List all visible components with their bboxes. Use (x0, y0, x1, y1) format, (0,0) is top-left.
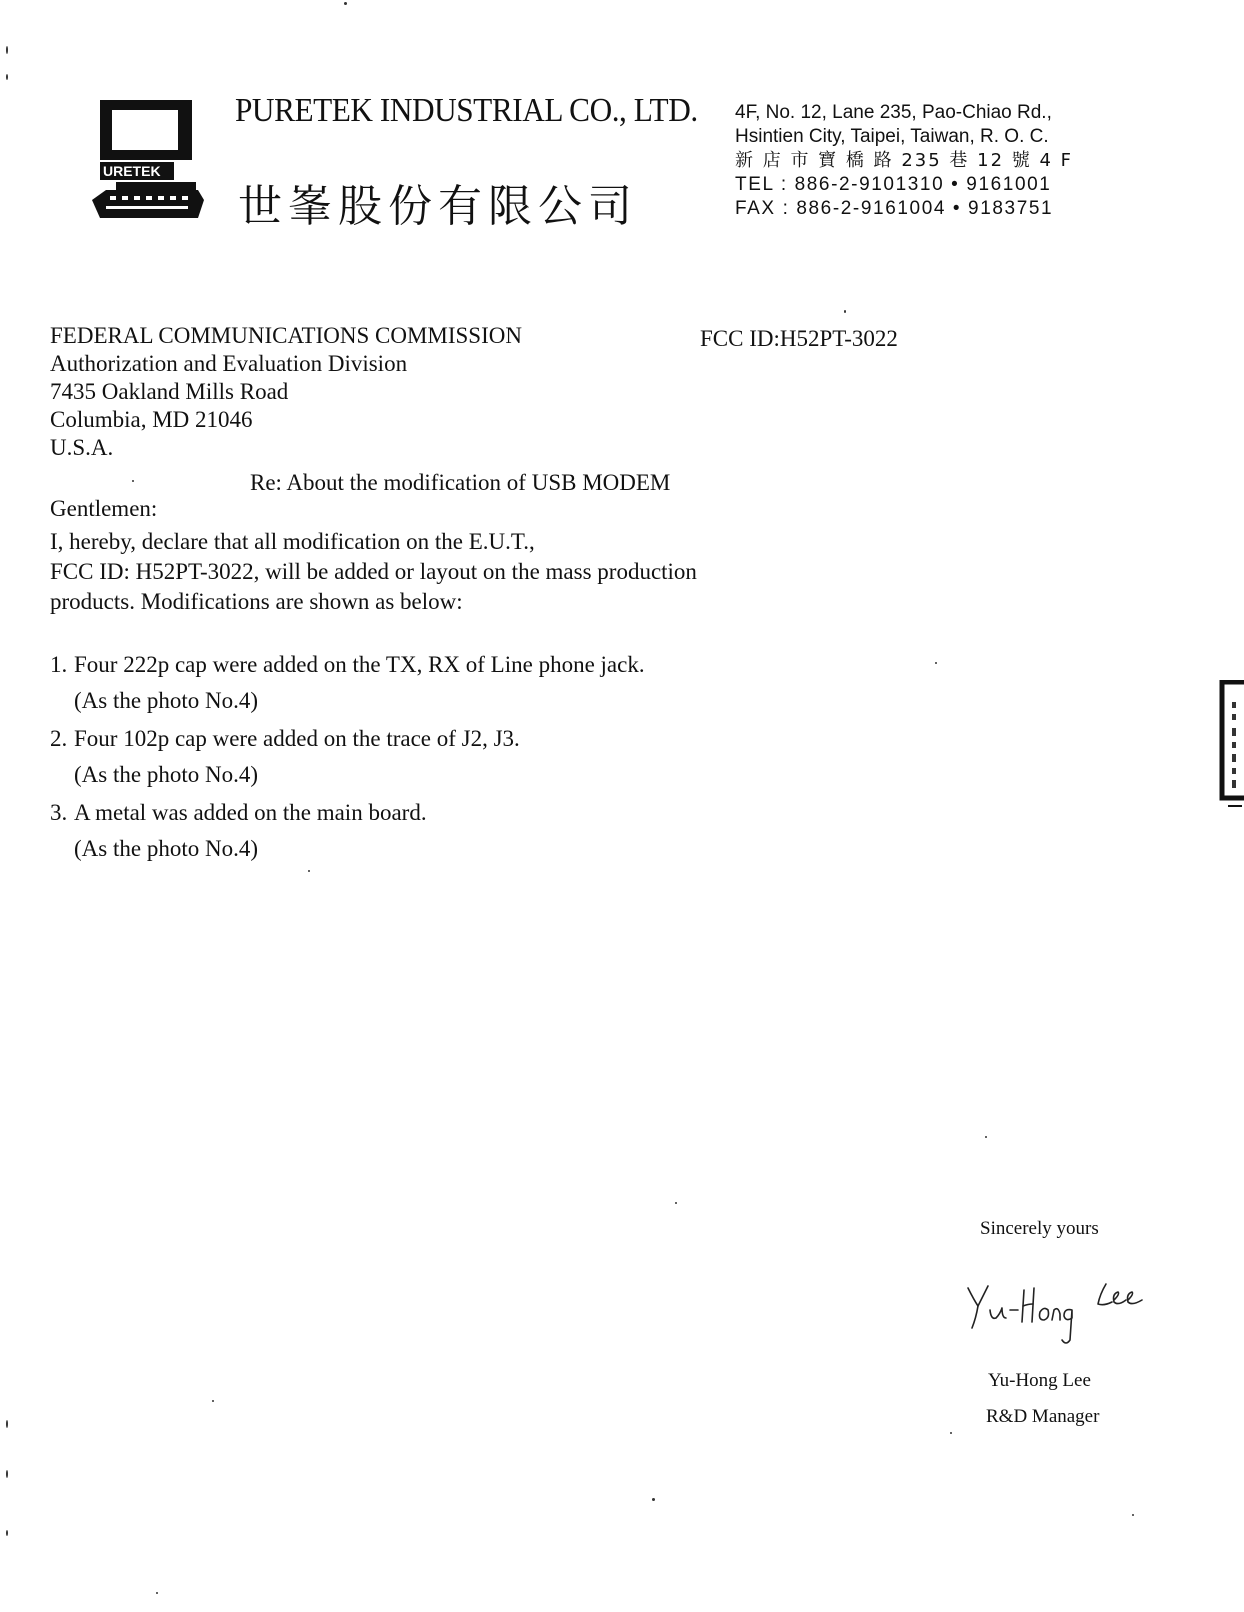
scan-speck (6, 74, 8, 80)
fcc-id: FCC ID:H52PT-3022 (700, 326, 898, 351)
scan-speck (950, 1432, 952, 1434)
declaration-paragraph (50, 527, 697, 617)
scan-speck (844, 310, 846, 313)
list-item-reference: (As the photo No.4) (74, 688, 258, 713)
recipient-line: 7435 Oakland Mills Road (50, 379, 289, 404)
subject-line: Re: About the modification of USB MODEM (250, 470, 671, 495)
fax-line: FAX : 886-2-9161004 • 9183751 (735, 198, 1054, 219)
list-item-text: A metal was added on the main board. (74, 800, 427, 825)
closing-salutation: Sincerely yours (980, 1218, 1099, 1239)
scan-speck (6, 46, 8, 54)
logo-text: URETEK (103, 163, 161, 179)
scan-speck (6, 1420, 8, 1428)
address-line: 4F, No. 12, Lane 235, Pao-Chiao Rd., (735, 102, 1052, 123)
company-name-english: PURETEK INDUSTRIAL CO., LTD. (235, 92, 698, 129)
scan-speck (935, 662, 937, 664)
scan-speck (985, 1136, 987, 1138)
recipient-line: Authorization and Evaluation Division (50, 351, 408, 376)
scan-speck (675, 1202, 677, 1204)
recipient-line: FEDERAL COMMUNICATIONS COMMISSION (50, 323, 522, 348)
address-line: Hsintien City, Taipei, Taiwan, R. O. C. (735, 126, 1049, 147)
scan-speck (132, 480, 134, 482)
scan-speck (308, 870, 310, 872)
list-item-number: 2. (50, 726, 68, 751)
recipient-address (50, 322, 522, 462)
declaration-line: products. Modifications are shown as below: (50, 589, 463, 614)
company-contact-block (735, 101, 1073, 221)
signer-title: R&D Manager (986, 1406, 1100, 1427)
scan-speck (212, 1400, 214, 1402)
declaration-line: I, hereby, declare that all modification on the E.U.T., (50, 529, 535, 554)
telephone-line: TEL : 886-2-9101310 • 9161001 (735, 174, 1052, 195)
signer-name: Yu-Hong Lee (988, 1370, 1091, 1391)
greeting: Gentlemen: (50, 496, 158, 521)
address-line-chinese: 新 店 市 寶 橋 路 235 巷 12 號 4 F (735, 150, 1074, 171)
scan-speck (1132, 1514, 1134, 1516)
list-item-reference: (As the photo No.4) (74, 836, 258, 861)
scan-speck (344, 2, 347, 5)
handwritten-signature (960, 1270, 1170, 1350)
list-item-text: Four 102p cap were added on the trace of J2, J3. (74, 726, 520, 751)
scan-speck (156, 1592, 158, 1594)
list-item-number: 1. (50, 652, 68, 677)
company-name-chinese: 世峯股份有限公司 (238, 181, 638, 232)
scan-speck (6, 1530, 8, 1536)
edge-stamp-fragment (1218, 680, 1244, 810)
list-item-number: 3. (50, 800, 68, 825)
declaration-line: FCC ID: H52PT-3022, will be added or layout on the mass production (50, 559, 697, 584)
scan-speck (652, 1498, 655, 1501)
list-item-text: Four 222p cap were added on the TX, RX of Line phone jack. (74, 652, 645, 677)
recipient-line: U.S.A. (50, 435, 114, 460)
recipient-line: Columbia, MD 21046 (50, 407, 253, 432)
scan-speck (6, 1470, 8, 1478)
company-logo (86, 96, 206, 228)
list-item-reference: (As the photo No.4) (74, 762, 258, 787)
